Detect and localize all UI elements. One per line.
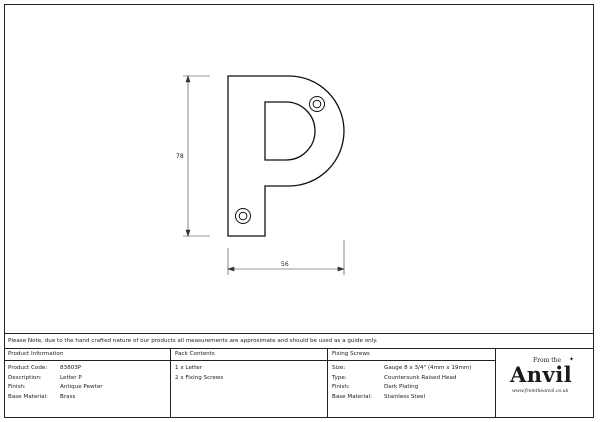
- description-row: Description: Letter P: [8, 374, 82, 381]
- width-dimension-label: 56: [281, 261, 289, 268]
- pack-contents-heading: Pack Contents: [171, 349, 327, 361]
- pack-item: 2 x Fixing Screws: [175, 374, 224, 381]
- width-dimension: [228, 240, 344, 275]
- base-material-row: Base Material: Brass: [8, 393, 76, 400]
- screw-size-row: Size: Gauge 8 x 3/4" (4mm x 19mm): [332, 365, 472, 371]
- screw-finish-row: Finish: Dark Plating: [332, 384, 419, 391]
- screw-hole-top: [310, 97, 325, 112]
- fixing-screws-panel: [328, 349, 496, 418]
- disclaimer-note: Please Note, due to the hand crafted nature of our products all measurements are approximate and should be used as a guide only.: [4, 333, 594, 349]
- screw-type-row: Type: Countersunk Raised Head: [332, 374, 457, 381]
- product-information-heading: Product Information: [4, 349, 170, 361]
- height-dimension-label: 78: [176, 153, 184, 160]
- logo-brand: Anvil: [510, 362, 573, 387]
- screw-material-row: Base Material: Stainless Steel: [332, 393, 426, 400]
- screw-hole-bottom: [236, 209, 251, 224]
- pack-contents-panel: [171, 349, 328, 418]
- pack-item: 1 x Letter: [175, 365, 203, 371]
- logo-url: www.fromtheanvil.co.uk: [512, 389, 569, 394]
- letter-p-outline: [228, 76, 344, 236]
- finish-row: Finish: Antique Pewter: [8, 384, 103, 391]
- from-the-anvil-logo: [496, 349, 594, 418]
- logo-star-icon: ✦: [569, 356, 575, 363]
- height-dimension: [183, 76, 210, 236]
- product-code-row: Product Code: 83803P: [8, 365, 82, 371]
- logo-from-the: From the: [533, 357, 562, 364]
- product-information-panel: [4, 349, 171, 418]
- fixing-screws-heading: Fixing Screws: [328, 349, 495, 361]
